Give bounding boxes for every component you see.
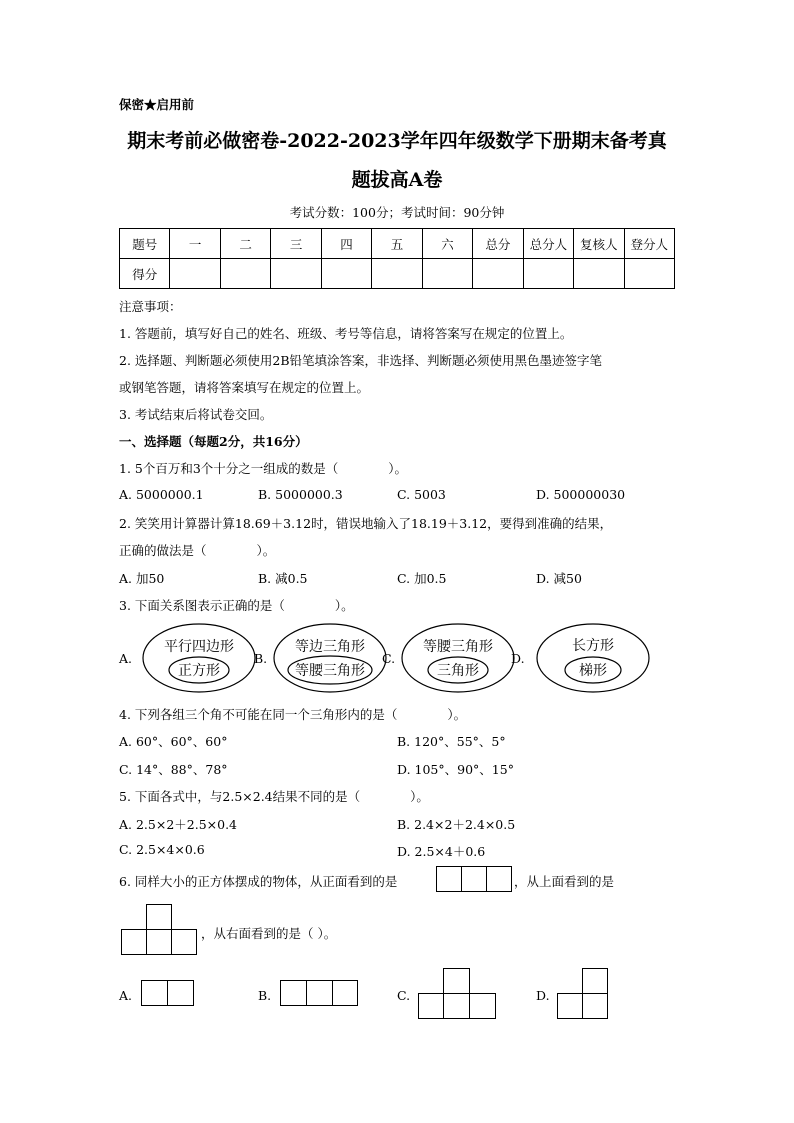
score-entry-cell[interactable] [574,259,624,289]
score-entry-cell[interactable] [170,259,220,289]
score-table-header-row [120,229,675,259]
exam-info: 考试分数：100分；考试时间：90分钟 [289,205,505,220]
table-cell: 复核人 [574,229,624,259]
q3-c-inner-label: 三角形 [437,663,479,679]
q1-option-a[interactable]: A. 5000000.1 [119,487,204,502]
q1-option-b[interactable]: B. 5000000.3 [258,487,343,502]
square-cell [146,929,172,955]
q5-option-a[interactable]: A. 2.5×2＋2.5×0.4 [119,817,238,832]
q3-b-outer-label: 等边三角形 [295,639,365,655]
question-2-stem-line2: 正确的做法是（ ）。 [119,543,276,558]
note-item-2-line2: 或钢笔答题，请将答案填写在规定的位置上。 [119,380,370,395]
score-table [119,228,675,289]
square-cell [146,904,172,930]
question-3-stem: 3. 下面关系图表示正确的是（ ）。 [119,598,354,613]
q3-d-outer-label: 长方形 [572,638,614,654]
table-cell: 总分人 [523,229,573,259]
score-entry-cell[interactable] [422,259,472,289]
q6-option-a-letter[interactable]: A. [119,988,133,1003]
score-entry-cell[interactable] [321,259,371,289]
square-cell [436,866,462,892]
question-6-stem-part2: ，从上面看到的是 [514,874,615,889]
score-entry-cell[interactable] [523,259,573,289]
q6-option-b-letter[interactable]: B. [258,988,272,1003]
q1-option-d[interactable]: D. 500000030 [536,487,626,502]
q1-option-c[interactable]: C. 5003 [397,487,446,502]
q3-d-inner-label: 梯形 [579,663,607,679]
q6-option-c-letter[interactable]: C. [397,988,411,1003]
score-table-score-row [120,259,675,289]
q4-option-b[interactable]: B. 120°、55°、5° [397,734,506,749]
note-item-1: 1. 答题前，填写好自己的姓名、班级、考号等信息，请将答案写在规定的位置上。 [119,326,573,341]
square-cell [121,929,147,955]
square-cell [582,968,608,994]
secret-label: 保密★启用前 [119,97,195,112]
q2-option-d[interactable]: D. 减50 [536,571,582,586]
table-cell: 三 [271,229,321,259]
table-cell: 登分人 [624,229,674,259]
question-1-stem: 1. 5个百万和3个十分之一组成的数是（ ）。 [119,461,408,476]
q2-option-a[interactable]: A. 加50 [119,571,165,586]
q2-option-b[interactable]: B. 减0.5 [258,571,308,586]
score-entry-cell[interactable] [624,259,674,289]
question-6-stem-part3: ，从右面看到的是（ ）。 [201,926,337,941]
q3-option-a-letter[interactable]: A. [119,651,133,666]
q3-option-c-letter[interactable]: C. [382,651,396,666]
q5-option-c[interactable]: C. 2.5×4×0.6 [119,842,205,857]
q3-option-b-diagram [272,622,388,694]
q3-option-b-letter[interactable]: B. [254,651,268,666]
square-cell [582,993,608,1019]
note-item-2-line1: 2. 选择题、判断题必须使用2B铅笔填涂答案，非选择、判断题必须使用黑色墨迹签字笔 [119,353,603,368]
table-cell: 一 [170,229,220,259]
table-cell: 总分 [473,229,523,259]
square-cell [557,993,583,1019]
question-5-stem: 5. 下面各式中，与2.5×2.4结果不同的是（ ）。 [119,789,429,804]
q4-option-c[interactable]: C. 14°、88°、78° [119,762,228,777]
table-cell: 二 [220,229,270,259]
q3-b-inner-label: 等腰三角形 [295,663,365,679]
section-heading: 一、选择题（每题2分，共16分） [119,434,308,449]
square-cell [418,993,444,1019]
score-entry-cell[interactable] [271,259,321,289]
q3-a-inner-label: 正方形 [178,663,220,679]
score-entry-cell[interactable] [220,259,270,289]
page-title-line2: 题拔高A卷 [351,169,443,191]
square-cell [443,993,470,1019]
q2-option-c[interactable]: C. 加0.5 [397,571,447,586]
square-cell [486,866,512,892]
table-cell: 题号 [120,229,170,259]
q5-option-d[interactable]: D. 2.5×4＋0.6 [397,844,486,859]
note-item-3: 3. 考试结束后将试卷交回。 [119,407,273,422]
notes-heading: 注意事项： [119,299,182,314]
square-cell [306,980,333,1006]
question-6-stem-part1: 6. 同样大小的正方体摆成的物体，从正面看到的是 [119,874,398,889]
score-entry-cell[interactable] [473,259,523,289]
square-cell [141,980,168,1006]
q3-option-d-diagram [535,622,651,694]
q5-option-b[interactable]: B. 2.4×2＋2.4×0.5 [397,817,516,832]
table-cell: 四 [321,229,371,259]
square-cell [280,980,307,1006]
square-cell [443,968,470,994]
q6-option-d-letter[interactable]: D. [536,988,550,1003]
table-cell: 得分 [120,259,170,289]
table-cell: 六 [422,229,472,259]
table-cell: 五 [372,229,422,259]
square-cell [171,929,197,955]
q3-option-d-letter[interactable]: D. [511,651,525,666]
square-cell [461,866,487,892]
question-4-stem: 4. 下列各组三个角不可能在同一个三角形内的是（ ）。 [119,707,467,722]
page-title-line1: 期末考前必做密卷-2022-2023学年四年级数学下册期末备考真 [127,130,667,152]
score-entry-cell[interactable] [372,259,422,289]
square-cell [167,980,194,1006]
q3-option-a-diagram [141,622,257,694]
q3-option-c-diagram [400,622,516,694]
q3-c-outer-label: 等腰三角形 [423,639,493,655]
square-cell [469,993,496,1019]
square-cell [332,980,358,1006]
q4-option-d[interactable]: D. 105°、90°、15° [397,762,514,777]
q4-option-a[interactable]: A. 60°、60°、60° [119,734,228,749]
question-2-stem-line1: 2. 笑笑用计算器计算18.69＋3.12时，错误地输入了18.19＋3.12，要得到准确的结果， [119,516,613,531]
q3-a-outer-label: 平行四边形 [164,639,234,655]
